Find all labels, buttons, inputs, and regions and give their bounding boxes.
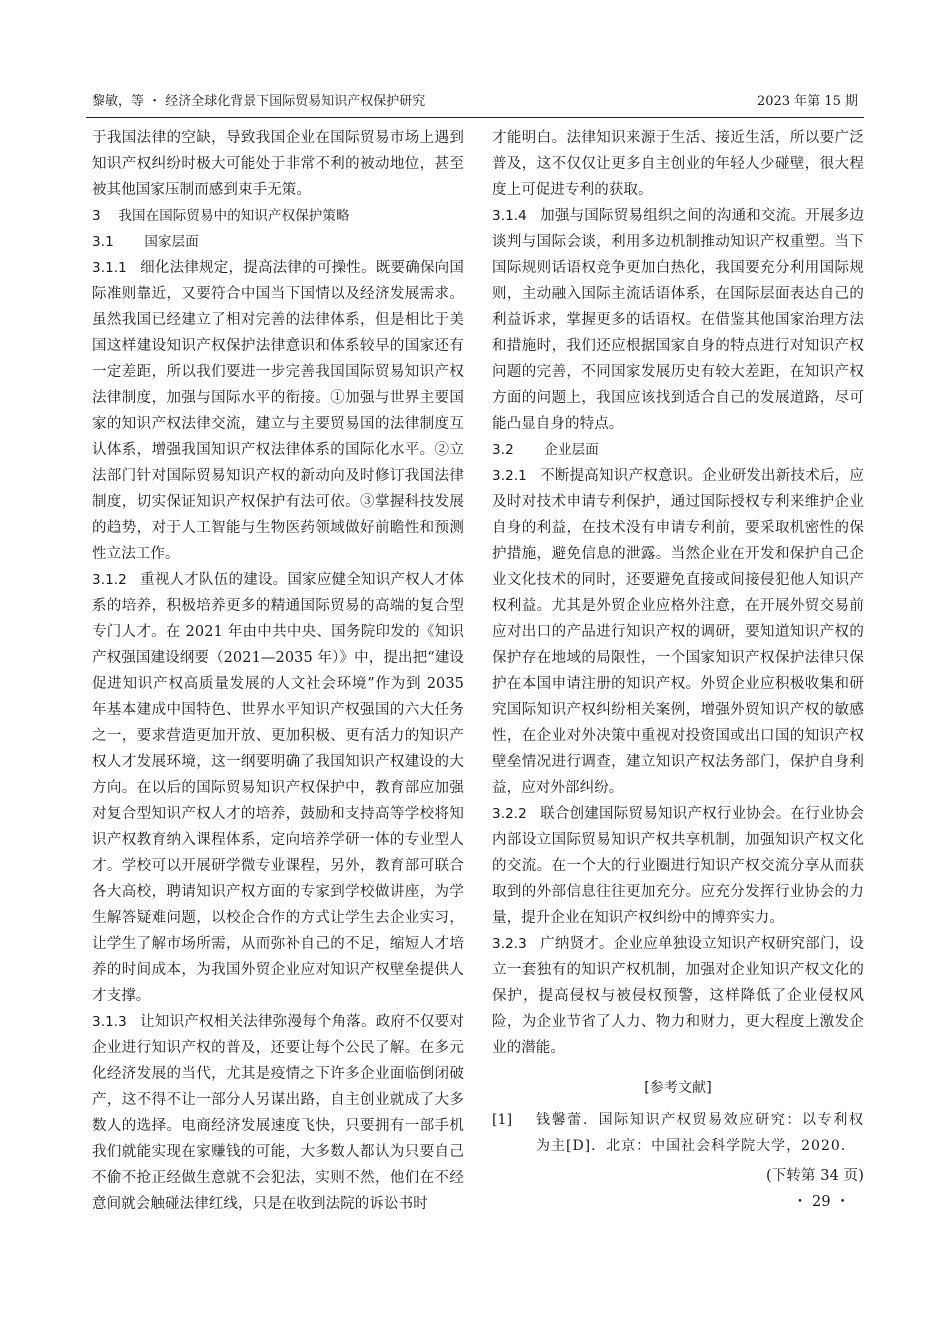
section-3-1-3-number: 3.1.3 bbox=[92, 1014, 127, 1030]
section-3-1-4-number: 3.1.4 bbox=[492, 208, 527, 224]
section-3-1-2-paragraph bbox=[92, 567, 464, 1009]
running-header bbox=[86, 92, 864, 114]
section-3-1-1-paragraph bbox=[92, 255, 464, 567]
left-column bbox=[92, 125, 464, 1217]
intro-paragraph: 于我国法律的空缺，导致我国企业在国际贸易市场上遇到知识产权纠纷时极大可能处于非常不利的被动地位，甚至被其他国家压制而感到束手无策。 bbox=[92, 130, 464, 198]
section-3-1-title: 国家层面 bbox=[144, 234, 199, 250]
section-3-1-2-number: 3.1.2 bbox=[92, 572, 127, 588]
references-title: [参考文献] bbox=[644, 1080, 712, 1096]
section-3-2-1-paragraph bbox=[492, 463, 864, 801]
section-3-title: 我国在国际贸易中的知识产权保护策略 bbox=[118, 208, 350, 224]
section-3-2-2-number: 3.2.2 bbox=[492, 806, 527, 822]
section-3-2-2-text: 联合创建国际贸易知识产权行业协会。在行业协会内部设立国际贸易知识产权共享机制，加强知识产权文化的交流。在一个大的行业圈进行知识产权交流分享从而获取到的外部信息往往更加充分。应充分发挥行业协会的力量，提升企业在知识产权纠纷中的博弈实力。 bbox=[492, 806, 864, 926]
header-rule bbox=[86, 117, 864, 118]
section-3-heading bbox=[92, 203, 464, 229]
section-3-2-1-number: 3.2.1 bbox=[492, 468, 527, 484]
reference-text: 钱馨蕾．国际知识产权贸易效应研究：以专利权为主[D]．北京：中国社会科学院大学，2020. bbox=[536, 1112, 864, 1154]
section-3-2-2-paragraph bbox=[492, 801, 864, 931]
continued-note: (下转第 34 页) bbox=[766, 1168, 864, 1184]
section-3-2-number: 3.2 bbox=[492, 442, 514, 458]
section-3-1-3-paragraph bbox=[92, 1009, 464, 1217]
section-3-1-1-number: 3.1.1 bbox=[92, 260, 127, 276]
section-3-2-1-text: 不断提高知识产权意识。企业研发出新技术后，应及时对技术申请专利保护，通过国际授权专利来维护企业自身的利益，在技术没有申请专利前，要采取机密性的保护措施，避免信息的泄露。当然企业在开发和保护自己企业文化技术的同时，还要避免直接或间接侵犯他人知识产权利益。尤其是外贸企业应格外注意，在开展外贸交易前应对出口的产品进行知识产权的调研，要知道知识产权的保护存在地域的局限性，一个国家知识产权保护法律只保护在本国申请注册的知识产权。外贸企业应积极收集和研究国际知识产权纠纷相关案例，增强外贸知识产权的敏感性，在企业对外决策中重视对投资国或出口国的知识产权壁垒情况进行调查，建立知识产权法务部门，保护自身利益，应对外部纠纷。 bbox=[492, 468, 864, 796]
section-3-1-3-text: 让知识产权相关法律弥漫每个角落。政府不仅要对企业进行知识产权的普及，还要让每个公民了解。在多元化经济发展的当代，尤其是疫情之下许多企业面临倒闭破产，这不得不让一部分人另谋出路，自主创业就成了大多数人的选择。电商经济发展速度飞快，只要拥有一部手机我们就能实现在家赚钱的可能，大多数人都认为只要自己不偷不抢正经做生意就不会犯法，实则不然，他们在不经意间就会触碰法律红线，只是在收到法院的诉讼书时 bbox=[92, 1014, 464, 1212]
header-issue: 2023 年第 15 期 bbox=[756, 94, 858, 109]
section-3-1-number: 3.1 bbox=[92, 234, 114, 250]
section-3-2-3-text: 广纳贤才。企业应单独设立知识产权研究部门，设立一套独有的知识产权机制，加强对企业知识产权文化的保护，提高侵权与被侵权预警，这样降低了企业侵权风险，为企业节省了人力、物力和财力，更大程度上激发企业的潜能。 bbox=[492, 936, 864, 1056]
header-authors-title: 黎敏，等 ・ 经济全球化背景下国际贸易知识产权保护研究 bbox=[92, 94, 426, 109]
page-number: ・ 29 ・ bbox=[792, 1194, 850, 1210]
section-3-1-2-text: 重视人才队伍的建设。国家应健全知识产权人才体系的培养，积极培养更多的精通国际贸易的高端的复合型专门人才。在 2021 年由中共中央、国务院印发的《知识产权强国建设纲要（2021—2035 年）》中，提出把“建设促进知识产权高质量发展的人文社会环境”作为到 2035 年基本建成中国特色、世界水平知识产权强国的六大任务之一，要求营造更加开放、更加积极、更有活力的知识产权人才发展环境，这一纲要明确了我国知识产权建设的大方向。在以后的国际贸易知识产权保护中，教育部应加强对复合型知识产权人才的培养，鼓励和支持高等学校将知识产权教育纳入课程体系，定向培养学研一体的专业型人才。学校可以开展研学微专业课程，另外，教育部可联合各大高校，聘请知识产权方面的专家到学校做讲座，为学生解答疑难问题，以校企合作的方式让学生去企业实习，让学生了解市场所需，从而弥补自己的不足，缩短人才培养的时间成本，为我国外贸企业应对知识产权壁垒提供人才支撑。 bbox=[92, 572, 464, 1004]
right-column bbox=[492, 125, 864, 1215]
section-3-1-4-text: 加强与国际贸易组织之间的沟通和交流。开展多边谈判与国际会谈，利用多边机制推动知识产权重塑。当下国际规则话语权竞争更加白热化，我国要充分利用国际规则，主动融入国际主流话语体系，在国际层面表达自己的利益诉求，掌握更多的话语权。在借鉴其他国家治理方法和措施时，我们还应根据国家自身的特点进行对知识产权问题的完善，不同国家发展历史有较大差距，在知识产权方面的问题上，我国应该找到适合自己的发展道路，尽可能凸显自身的特点。 bbox=[492, 208, 864, 432]
section-3-number: 3 bbox=[92, 208, 101, 224]
reference-index: [1] bbox=[492, 1112, 513, 1128]
section-3-2-title: 企业层面 bbox=[544, 442, 599, 458]
continued-paragraph: 才能明白。法律知识来源于生活、接近生活，所以要广泛普及，这不仅仅让更多自主创业的年轻人少碰壁，很大程度上可促进专利的获取。 bbox=[492, 130, 864, 198]
reference-item bbox=[492, 1107, 864, 1159]
section-3-1-heading bbox=[92, 229, 464, 255]
section-3-1-1-text: 细化法律规定，提高法律的可操性。既要确保向国际准则靠近，又要符合中国当下国情以及经济发展需求。虽然我国已经建立了相对完善的法律体系，但是相比于美国这样建设知识产权保护法律意识和体系较早的国家还有一定差距，所以我们要进一步完善我国国际贸易知识产权法律制度，加强与国际水平的衔接。①加强与世界主要国家的知识产权法律交流，建立与主要贸易国的法律制度互认体系，增强我国知识产权法律体系的国际化水平。②立法部门针对国际贸易知识产权的新动向及时修订我国法律制度，切实保证知识产权保护有法可依。③掌握科技发展的趋势，对于人工智能与生物医药领域做好前瞻性和预测性立法工作。 bbox=[92, 260, 464, 562]
section-3-2-heading bbox=[492, 437, 864, 463]
section-3-2-3-number: 3.2.3 bbox=[492, 936, 527, 952]
section-3-2-3-paragraph bbox=[492, 931, 864, 1061]
section-3-1-4-paragraph bbox=[492, 203, 864, 437]
